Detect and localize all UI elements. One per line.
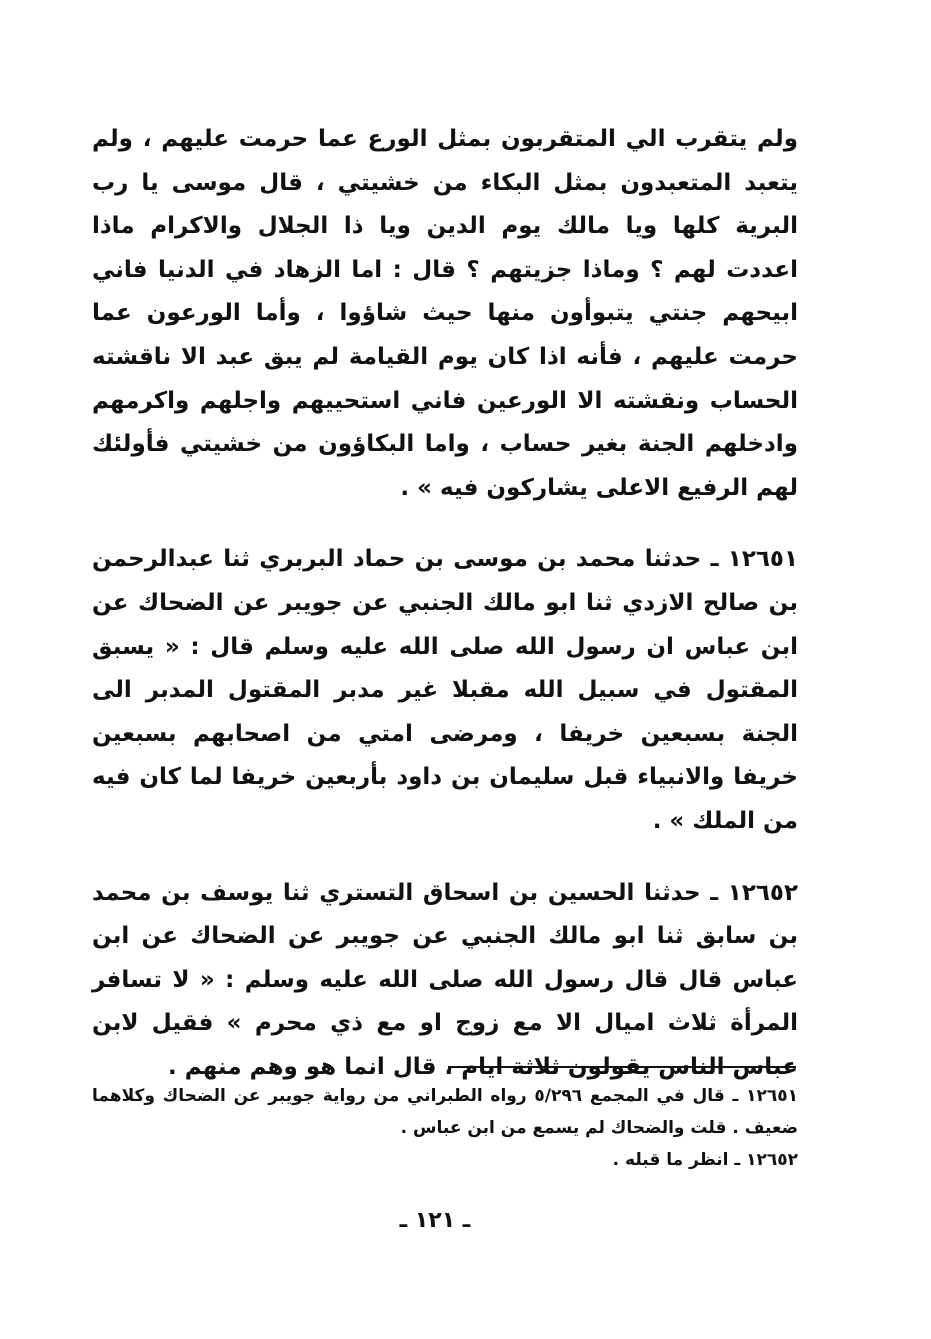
hadith-number: ١٢٦٥٢ [727,879,798,906]
footnote-12651: ١٢٦٥١ ـ قال في المجمع ٥/٢٩٦ رواه الطبراني من رواية جويبر عن الضحاك وكلاهما ضعيف . قلت والضحاك لم يسمع من ابن عباس . [92,1086,798,1138]
page-number: ـ ١٢١ ـ [399,1208,471,1233]
footnote-12652: ١٢٦٥٢ ـ انظر ما قبله . [612,1150,798,1170]
hadith-12651 [92,538,798,843]
hadith-text: ـ حدثنا الحسين بن اسحاق التستري ثنا يوسف بن محمد بن سابق ثنا ابو مالك الجنبي عن جويبر عن الضحاك عن ابن عباس قال قال رسول الله صلى الله عليه وسلم : « لا تسافر المرأة ثلاث اميال الا مع زوج او مع ذي محرم » فقيل لابن عباس الناس يقولون ثلاثة ايام ، قال انما هو وهم منهم . [92,879,798,1080]
paragraph-continuation [92,118,798,510]
footnote-divider [448,1066,796,1068]
paragraph-text: ولم يتقرب الي المتقربون بمثل الورع عما حرمت عليهم ، ولم يتعبد المتعبدون بمثل البكاء من خشيتي ، قال موسى يا رب البرية كلها ويا مالك يوم الدين ويا ذا الجلال والاكرام ماذا اعددت لهم ؟ وماذا جزيتهم ؟ قال : اما الزهاد في الدنيا فاني ابيحهم جنتي يتبوأون منها حيث شاؤوا ، وأما الورعون عما حرمت عليهم ، فأنه اذا كان يوم القيامة لم يبق عبد الا ناقشته الحساب ونقشته الا الورعين فاني استحييهم واجلهم واكرمهم وادخلهم الجنة بغير حساب ، واما البكاؤون من خشيتي فأولئك لهم الرفيع الاعلى يشاركون فيه » . [92,126,798,501]
hadith-text: ـ حدثنا محمد بن موسى بن حماد البربري ثنا عبدالرحمن بن صالح الازدي ثنا ابو مالك الجنبي عن جويبر عن الضحاك عن ابن عباس ان رسول الله صلى الله عليه وسلم قال : « يسبق المقتول في سبيل الله مقبلا غير مدبر المقتول المدبر الى الجنة بسبعين خريفا ، ومرضى امتي من اصحابهم بسبعين خريفا والانبياء قبل سليمان بن داود بأربعين خريفا لما كان فيه من الملك » . [92,546,798,834]
main-text [92,118,798,1089]
hadith-number: ١٢٦٥١ [727,546,798,573]
hadith-12652 [92,872,798,1090]
footnotes [92,1080,798,1176]
